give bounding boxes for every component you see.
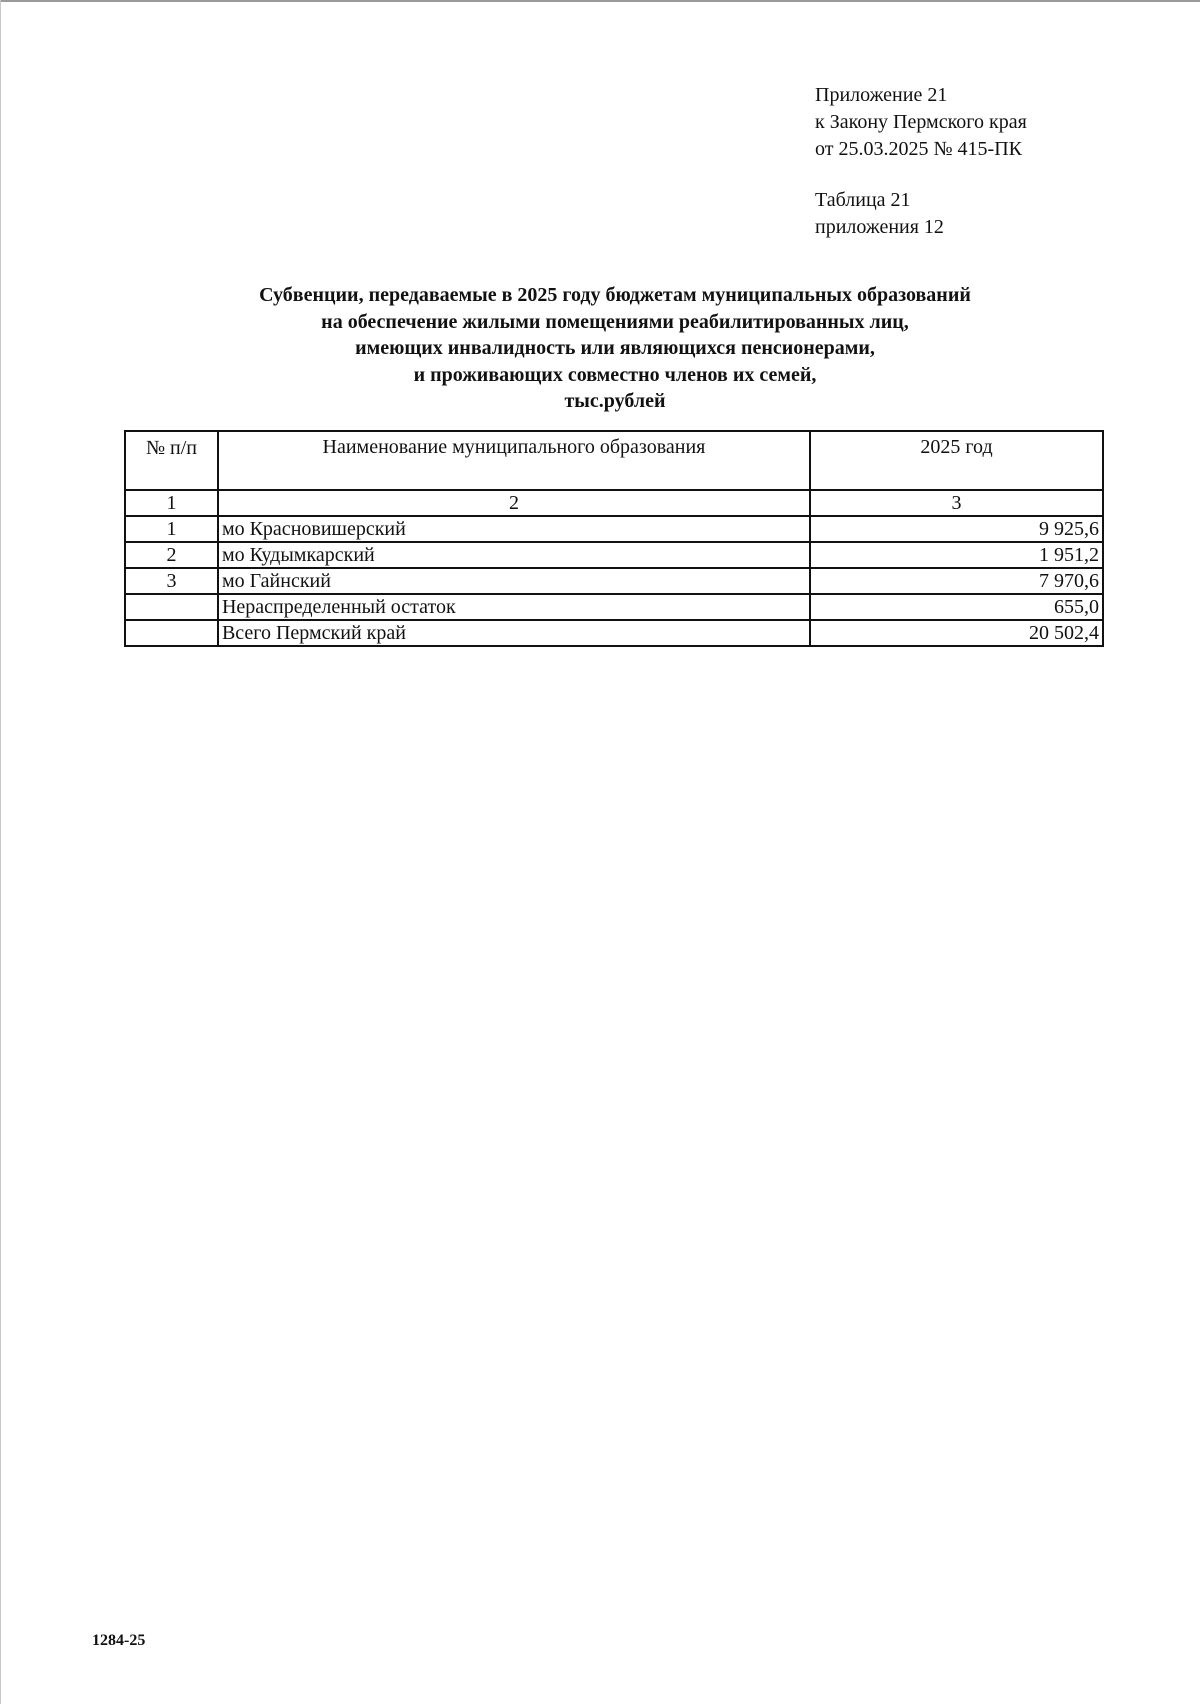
scan-top-edge	[0, 0, 1200, 2]
row-municipality: мо Гайнский	[218, 568, 810, 594]
column-numbers-row	[125, 490, 1103, 516]
table-ref-line-1: Таблица 21	[815, 189, 911, 211]
header-municipality: Наименование муниципального образования	[218, 431, 810, 490]
title-line-3: имеющих инвалидность или являющихся пенсионерами,	[355, 337, 875, 359]
row-municipality: мо Кудымкарский	[218, 542, 810, 568]
row-amount: 1 951,2	[810, 542, 1103, 568]
row-municipality: Нераспределенный остаток	[218, 594, 810, 620]
table-row	[125, 594, 1103, 620]
header-year: 2025 год	[810, 431, 1103, 490]
table-reference	[815, 187, 944, 241]
subsidy-table	[124, 430, 1104, 647]
row-number: 2	[125, 542, 218, 568]
row-amount: 655,0	[810, 594, 1103, 620]
row-amount: 7 970,6	[810, 568, 1103, 594]
row-amount: 20 502,4	[810, 620, 1103, 646]
table-header-row	[125, 431, 1103, 490]
scan-left-edge	[0, 0, 1, 1704]
row-amount: 9 925,6	[810, 516, 1103, 542]
attachment-line-1: Приложение 21	[815, 84, 948, 106]
table-row	[125, 516, 1103, 542]
table-row	[125, 542, 1103, 568]
title-units: тыс.рублей	[564, 390, 666, 412]
row-number	[125, 620, 218, 646]
header-number: № п/п	[125, 431, 218, 490]
row-number: 3	[125, 568, 218, 594]
title-line-1: Субвенции, передаваемые в 2025 году бюджетам муниципальных образований	[259, 284, 971, 306]
table-total-row	[125, 620, 1103, 646]
attachment-line-3: от 25.03.2025 № 415-ПК	[815, 138, 1023, 160]
attachment-reference	[815, 82, 1027, 163]
column-number: 2	[218, 490, 810, 516]
column-number: 1	[125, 490, 218, 516]
document-title	[100, 282, 1130, 415]
table-row	[125, 568, 1103, 594]
row-municipality: Всего Пермский край	[218, 620, 810, 646]
table-ref-line-2: приложения 12	[815, 216, 944, 238]
attachment-line-2: к Закону Пермского края	[815, 111, 1027, 133]
column-number: 3	[810, 490, 1103, 516]
document-code: 1284-25	[92, 1632, 146, 1649]
title-line-4: и проживающих совместно членов их семей,	[413, 363, 817, 386]
row-municipality: мо Красновишерский	[218, 516, 810, 542]
row-number	[125, 594, 218, 620]
row-number: 1	[125, 516, 218, 542]
title-line-2: на обеспечение жилыми помещениями реабилитированных лиц,	[321, 310, 909, 333]
